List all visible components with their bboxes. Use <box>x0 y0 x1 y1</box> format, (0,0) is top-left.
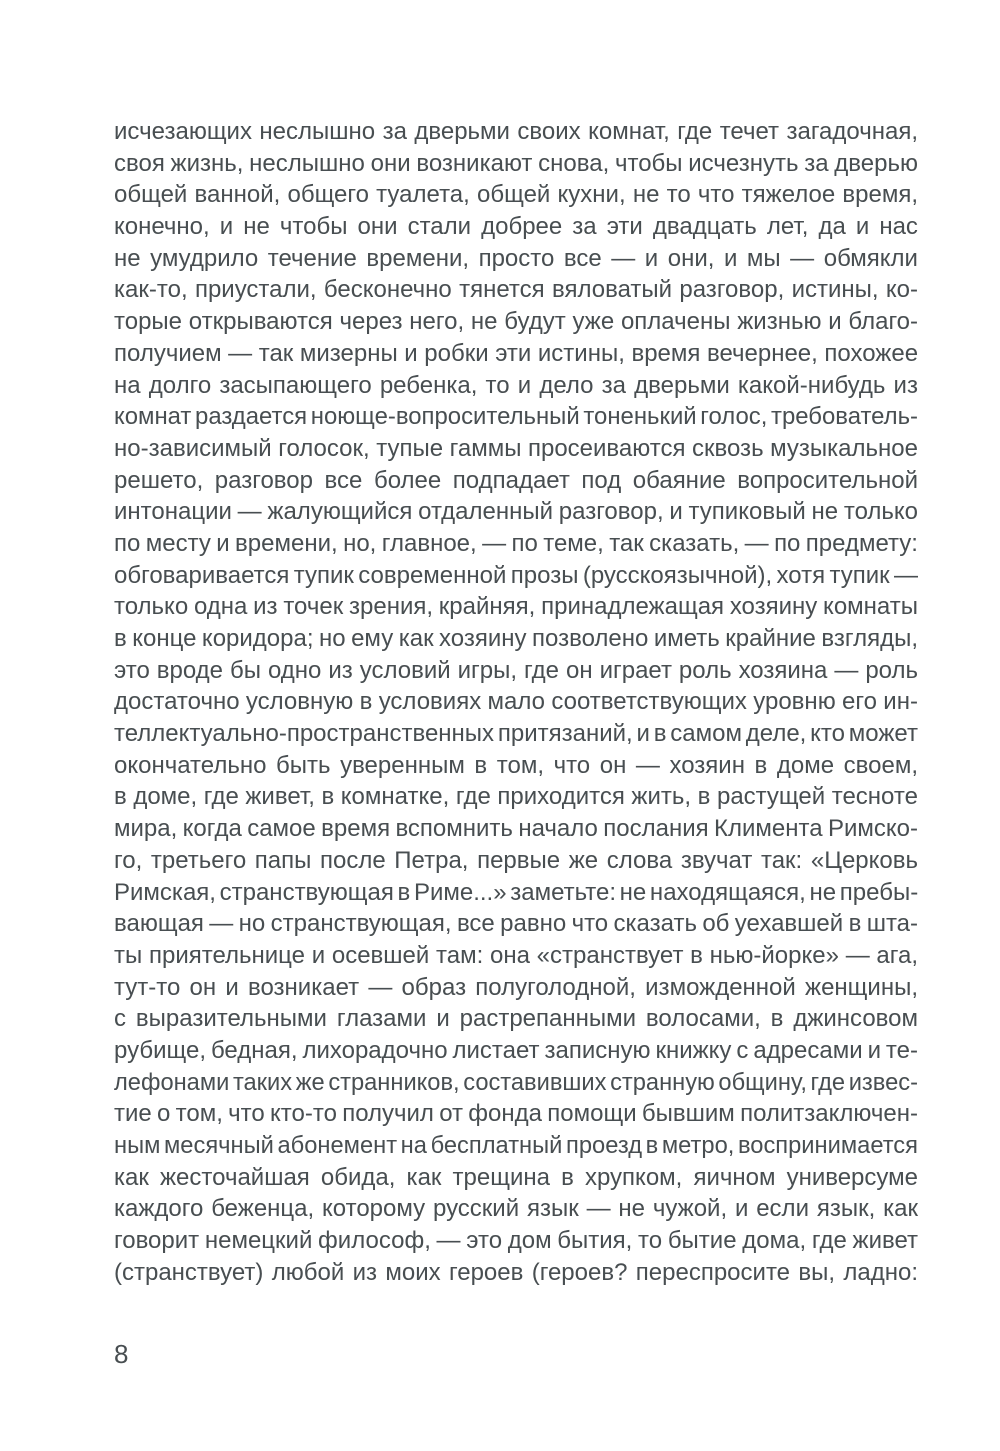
text-line: но-зависимый голосок, тупые гаммы просеиваются сквозь музыкальное <box>114 434 918 462</box>
text-line: (странствует) любой из моих героев (героев? переспросите вы, ладно: <box>114 1258 919 1286</box>
text-line: исчезающих неслышно за дверьми своих комнат, где течет загадочная, <box>114 118 918 145</box>
text-line: обговаривается тупик современной прозы (русскоязычной), хотя тупик — <box>114 561 918 589</box>
text-line: это вроде бы одно из условий игры, где он играет роль хозяина — роль <box>114 656 919 684</box>
text-line: решето, разговор все более подпадает под обаяние вопросительной <box>114 466 918 494</box>
text-line: как-то, приустали, бесконечно тянется вяловатый разговор, истины, ко- <box>114 276 919 304</box>
text-line: достаточно условную в условиях мало соответствующих уровню его ин- <box>114 688 918 716</box>
text-line: комнат раздается ноюще-вопросительный тоненький голос, требователь- <box>114 403 919 431</box>
text-line: интонации — жалующийся отдаленный разговор, и тупиковый не только <box>114 498 919 526</box>
text-line: лефонами таких же странников, составивших странную общину, где извес- <box>114 1068 918 1096</box>
page-number: 8 <box>114 1339 129 1369</box>
text-line: в конце коридора; но ему как хозяину позволено иметь крайние взгляды, <box>114 625 919 652</box>
text-line: получием — так мизерны и робки эти истины, время вечернее, похожее <box>114 339 919 367</box>
text-line: тут-то он и возникает — образ полуголодной, изможденной женщины, <box>114 973 919 1001</box>
text-line: общей ванной, общего туалета, общей кухни, не то что тяжелое время, <box>114 181 919 209</box>
text-line: конечно, и не чтобы они стали добрее за эти двадцать лет, да и нас <box>114 213 918 241</box>
text-line: вающая — но странствующая, все равно что сказать об уехавшей в шта- <box>114 910 919 938</box>
text-line: окончательно быть уверенным в том, что он — хозяин в доме своем, <box>114 751 918 779</box>
text-line: своя жизнь, неслышно они возникают снова, чтобы исчезнуть за дверью <box>114 149 918 177</box>
text-line: каждого беженца, которому русский язык — не чужой, и если язык, как <box>114 1195 918 1223</box>
text-line: как жесточайшая обида, как трещина в хрупком, яичном универсуме <box>114 1163 918 1191</box>
paragraph-text <box>114 116 918 1288</box>
text-line: рубище, бедная, лихорадочно листает записную книжку с адресами и те- <box>114 1036 918 1064</box>
text-line: торые открываются через него, не будут уже оплачены жизнью и благо- <box>114 308 919 336</box>
text-line: мира, когда самое время вспомнить начало послания Климента Римско- <box>114 815 918 843</box>
text-line: не умудрило течение времени, просто все — и они, и мы — обмякли <box>114 244 918 272</box>
text-line: Римская, странствующая в Риме...» заметьте: не находящаяся, не пребы- <box>114 878 919 906</box>
text-line: на долго засыпающего ребенка, то и дело за дверьми какой-нибудь из <box>114 371 918 399</box>
text-line: по месту и времени, но, главное, — по теме, так сказать, — по предмету: <box>114 529 918 557</box>
text-line: только одна из точек зрения, крайняя, принадлежащая хозяину комнаты <box>114 593 918 621</box>
text-line: ты приятельнице и осевшей там: она «странствует в нью-йорке» — ага, <box>114 941 919 969</box>
text-line: в доме, где живет, в комнатке, где приходится жить, в растущей тесноте <box>114 783 918 811</box>
text-line: с выразительными глазами и растрепанными волосами, в джинсовом <box>114 1005 919 1033</box>
text-line: ным месячный абонемент на бесплатный проезд в метро, воспринимается <box>114 1132 918 1159</box>
text-line: теллектуально-пространственных притязаний, и в самом деле, кто может <box>114 720 918 748</box>
text-line: говорит немецкий философ, — это дом бытия, то бытие дома, где живет <box>114 1227 919 1255</box>
text-line: го, третьего папы после Петра, первые же слова звучат так: «Церковь <box>114 846 919 874</box>
text-line: тие о том, что кто-то получил от фонда помощи бывшим политзаключен- <box>114 1100 918 1128</box>
